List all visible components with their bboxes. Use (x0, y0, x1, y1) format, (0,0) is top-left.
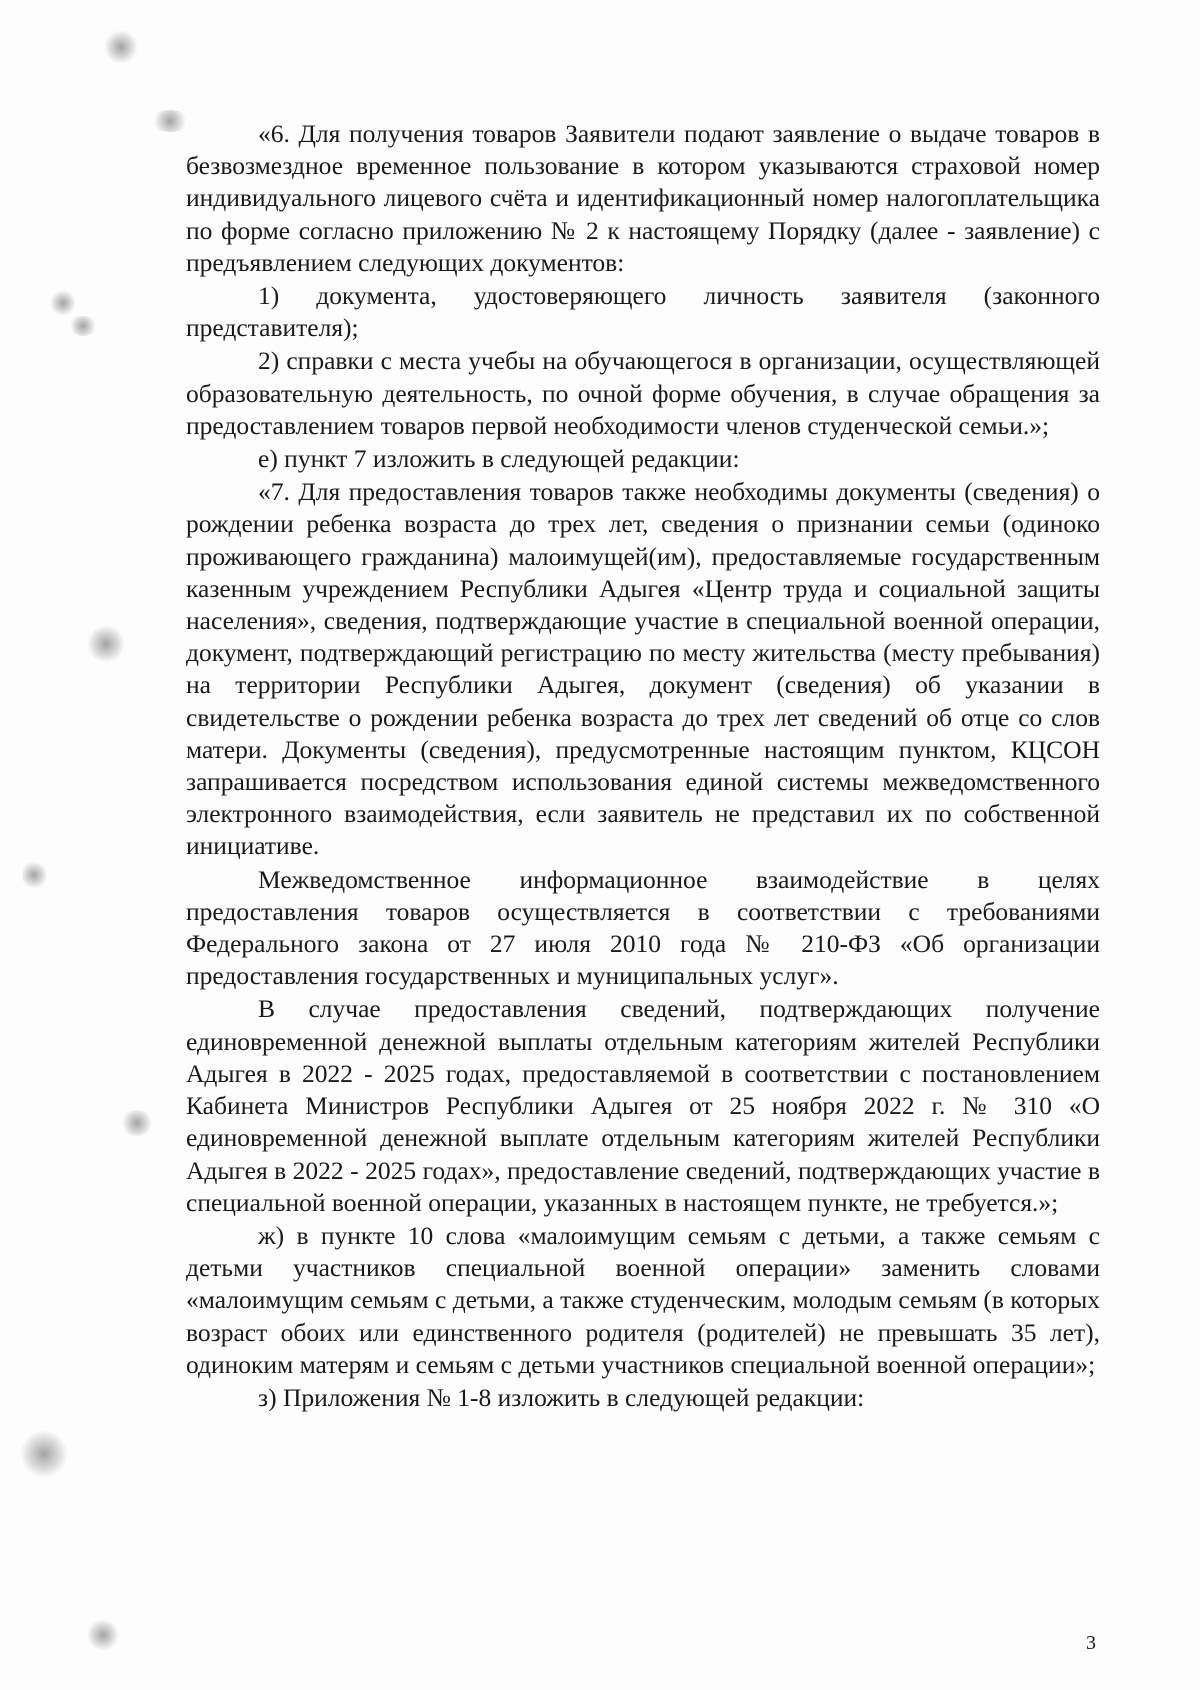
scan-speck (20, 1430, 68, 1478)
scan-speck (150, 110, 190, 132)
scan-speck (120, 1110, 154, 1136)
paragraph-amendment-e: е) пункт 7 изложить в следующей редакции: (258, 444, 740, 474)
paragraph-item-7: «7. Для предоставления товаров также необходимы документы (сведения) о рождении ребенка возраста до трех лет, сведения о признании семьи (одиноко проживающего гражданина) малоимущей(им), предоставляемые государственным казенным учреждением Республики Адыгея «Центр труда и социальной защиты населения», сведения, подтверждающие участие в специальной военной операции, документ, подтверждающий регистрацию по месту жительства (месту пребывания) на территории Республики Адыгея, документ (сведения) об указании в свидетельстве о рождении ребенка возраста до трех лет сведений об отце со слов матери. Документы (сведения), предусмотренные настоящим пунктом, КЦСОН запрашивается посредством использования единой системы межведомственного электронного взаимодействия, если заявитель не представил их по собственной инициативе. (186, 477, 1100, 861)
paragraph-subitem-2: 2) справки с места учебы на обучающегося в организации, осуществляющей образовательную деятельность, по очной форме обучения, в случае обращения за предоставлением товаров первой необходимости членов студенческой семьи.»; (186, 346, 1100, 440)
scan-speck (86, 1620, 120, 1650)
scan-speck (86, 626, 126, 662)
paragraph-item-6: «6. Для получения товаров Заявители подают заявление о выдаче товаров в безвозмездное временное пользование в котором указываются страховой номер индивидуального лицевого счёта и идентификационный номер налогоплательщика по форме согласно приложению № 2 к настоящему Порядку (далее - заявление) с предъявлением следующих документов: (186, 119, 1100, 277)
document-body (186, 118, 1100, 1414)
scan-speck (68, 316, 98, 336)
scan-speck (22, 860, 46, 890)
paragraph-amendment-zh: ж) в пункте 10 слова «малоимущим семьям с детьми, а также семьям с детьми участников специальной военной операции» заменить словами «малоимущим семьям с детьми, а также студенческим, молодым семьям (в которых возраст обоих или единственного родителя (родителей) не превышать 35 лет), одиноким матерям и семьям с детьми участников специальной военной операции»; (186, 1220, 1100, 1379)
paragraph-lump-sum: В случае предоставления сведений, подтверждающих получение единовременной денежной выплаты отдельным категориям жителей Республики Адыгея в 2022 - 2025 годах, предоставляемой в соответствии с постановлением Кабинета Министров Республики Адыгея от 25 ноября 2022 г. № 310 «О единовременной денежной выплате отдельным категориям жителей Республики Адыгея в 2022 - 2025 годах», предоставление сведений, подтверждающих участие в специальной военной операции, указанных в настоящем пункте, не требуется.»; (186, 994, 1100, 1217)
paragraph-interagency: Межведомственное информационное взаимодействие в целях предоставления товаров осуществляется в соответствии с требованиями Федерального закона от 27 июля 2010 года № 210-ФЗ «Об организации предоставления государственных и муниципальных услуг». (186, 864, 1100, 991)
scan-speck (50, 290, 76, 316)
scan-speck (104, 30, 138, 64)
page-number: 3 (1086, 1632, 1096, 1654)
paragraph-amendment-z: з) Приложения № 1-8 изложить в следующей редакции: (258, 1382, 865, 1412)
paragraph-subitem-1: 1) документа, удостоверяющего личность заявителя (законного представителя); (186, 281, 1100, 343)
